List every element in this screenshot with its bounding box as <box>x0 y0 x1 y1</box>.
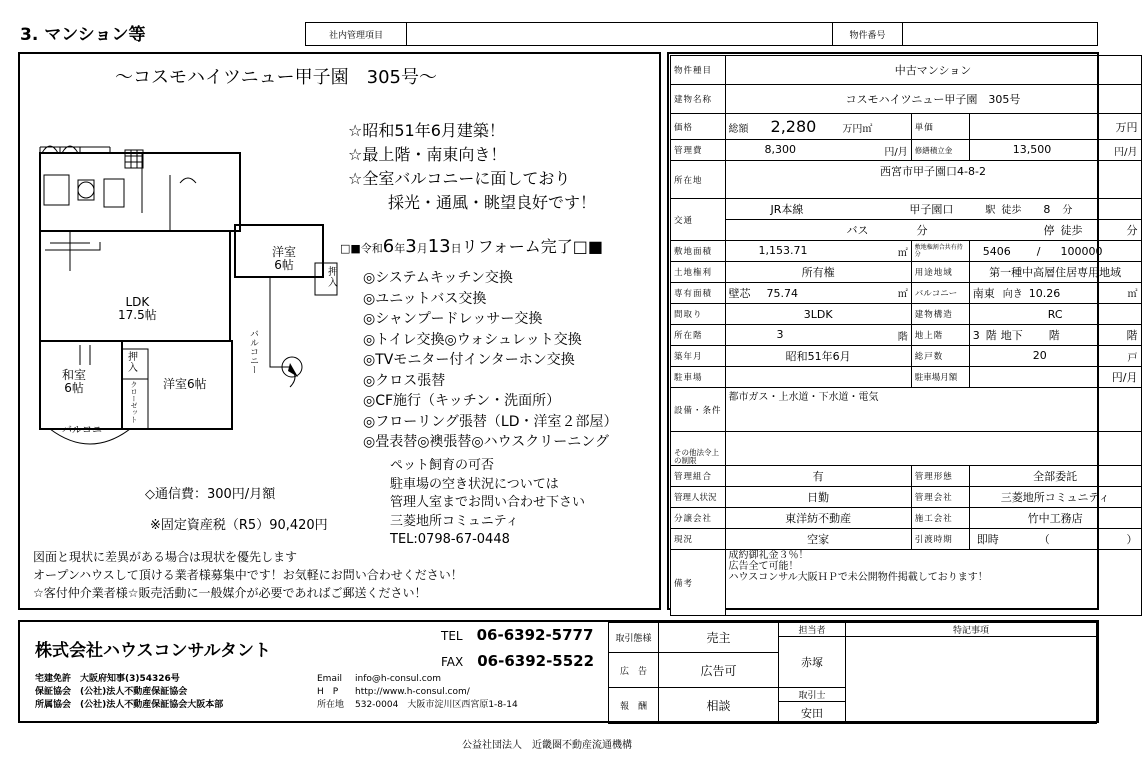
disclaimer-line: 図面と現状に差異がある場合は現状を優先します <box>33 550 298 564</box>
unit-price: 万円 <box>969 114 1141 140</box>
built-label: 築年月 <box>671 346 726 367</box>
highlight-3: ☆全室バルコニーに面しており <box>348 169 571 188</box>
property-title: ～コスモハイツニュー甲子園 305号～ <box>115 67 437 88</box>
reform-item: ◎クロス張替 <box>363 372 446 389</box>
share-label: 敷地権割合共有持分 <box>911 241 969 262</box>
note-line: ペット飼育の可否 <box>390 458 495 473</box>
fee-label: 報 酬 <box>609 688 659 724</box>
special-value <box>846 637 1097 724</box>
org-name: 公益社団法人 近畿圏不動産流通機構 <box>462 740 632 751</box>
pull-label: 取引士 <box>779 688 846 702</box>
reform-item: ◎フローリング張替（LD・洋室２部屋） <box>363 413 618 430</box>
disclaimer-line: オープンハウスして頂ける業者様募集中です！お気軽にお問い合わせください！ <box>33 568 463 582</box>
section-title: 3. マンション等 <box>20 25 146 45</box>
reform-item: ◎トイレ交換◎ウォシュレット交換 <box>363 331 582 348</box>
spec-table <box>670 55 1142 616</box>
transport-line2: バス 分 停 徒歩 分 <box>725 220 1141 241</box>
hp-link[interactable]: http://www.h-consul.com/ <box>355 687 470 697</box>
transport-line1: JR本線 甲子園口 駅 徒歩 8 分 <box>725 199 1141 220</box>
reform-item: ◎シャンプードレッサー交換 <box>363 311 543 327</box>
mgmt-fee-cell: 8,300 円/月 <box>725 140 911 161</box>
units-cell: 20 戸 <box>969 346 1141 367</box>
parking <box>725 367 911 388</box>
oshiire-1: 押入 <box>328 267 338 289</box>
floor-label: 所在階 <box>671 325 726 346</box>
reform-item: ◎ユニットバス交換 <box>363 290 487 307</box>
balcony-label: バルコニー <box>911 283 969 304</box>
land-cell: 1,153.71 ㎡ <box>725 241 911 262</box>
reform-list <box>363 268 618 453</box>
property-type: 中古マンション <box>725 56 1141 85</box>
seller: 東洋紡不動産 <box>725 508 911 529</box>
janitor: 日勤 <box>725 487 911 508</box>
parking-fee-label: 駐車場月額 <box>911 367 969 388</box>
assoc: 有 <box>725 466 911 487</box>
reform-item: ◎TVモニター付インターホン交換 <box>363 352 575 368</box>
email-link[interactable]: info@h-consul.com <box>355 674 441 684</box>
room-ldk: LDK 17.5帖 <box>118 295 157 322</box>
note-line: 駐車場の空き状況については <box>390 476 559 492</box>
mgmt-form: 全部委託 <box>969 466 1141 487</box>
staff-value: 赤塚 <box>779 637 846 688</box>
layout: 3LDK <box>725 304 911 325</box>
building-name: コスモハイツニュー甲子園 305号 <box>725 85 1141 114</box>
zoning-label: 用途地域 <box>911 262 969 283</box>
balcony-horizontal: バルコニー <box>62 425 112 436</box>
type-label: 物件種目 <box>671 56 726 85</box>
highlight-2: ☆最上階・南東向き！ <box>348 145 507 164</box>
structure-label: 建物構造 <box>911 304 969 325</box>
landright-label: 土地権利 <box>671 262 726 283</box>
note-line: TEL:0798-67-0448 <box>390 532 510 547</box>
landright: 所有権 <box>725 262 911 283</box>
note-line: 管理人室までお問い合わせ下さい <box>390 495 586 510</box>
prop-no-label: 物件番号 <box>833 23 903 46</box>
built: 昭和51年6月 <box>725 346 911 367</box>
handover-cell: 即時 （ ） <box>969 529 1141 550</box>
contact-block: Email info@h-consul.com H P http://www.h-consul.com/ 所在地 532-0004 大阪市淀川区西宮原1-8-14 <box>317 674 518 710</box>
license: 宅建免許 大阪府知事(3)54326号 <box>35 674 180 684</box>
name-label: 建物名称 <box>671 85 726 114</box>
unit-price-label: 単価 <box>911 114 969 140</box>
remarks: 成約御礼金３％！ 広告全て可能！ ハウスコンサル大阪ＨＰで未公開物件掲載しております！ <box>725 550 1141 616</box>
deal-value: 売主 <box>659 623 779 653</box>
mgmt-fee-label: 管理費 <box>671 140 726 161</box>
floors-cell: 3 階 地下 階 階 <box>969 325 1141 346</box>
room-washitsu: 和室 6帖 <box>62 368 87 395</box>
notes-block <box>390 457 585 550</box>
mgmt-co-label: 管理会社 <box>911 487 969 508</box>
units-label: 総戸数 <box>911 346 969 367</box>
special-label: 特記事項 <box>846 623 1097 637</box>
facility-label: 設備・条件 <box>671 388 726 432</box>
mgmt-co: 三菱地所コミュニティ <box>969 487 1141 508</box>
legal-label: その他法令上の制限 <box>671 432 726 466</box>
area-label: 専有面積 <box>671 283 726 304</box>
assoc-2: 所属協会 (公社)法人不動産保証協会大阪本部 <box>35 700 224 710</box>
mgmt-form-label: 管理形態 <box>911 466 969 487</box>
reform-headline: □■令和6年3月13日リフォーム完了□■ <box>340 236 604 257</box>
tel: TEL 06-6392-5777 <box>441 626 594 644</box>
area-cell: 壁芯 75.74 ㎡ <box>725 283 911 304</box>
remarks-label: 備考 <box>671 550 726 616</box>
janitor-label: 管理人状況 <box>671 487 726 508</box>
pull-value: 安田 <box>779 702 846 724</box>
reform-item: ◎システムキッチン交換 <box>363 270 513 286</box>
floor-cell: 3 階 <box>725 325 911 346</box>
zoning: 第一種中高層住居専用地域 <box>969 262 1141 283</box>
assoc-label: 管理組合 <box>671 466 726 487</box>
license-block <box>35 673 223 712</box>
disclaimers <box>33 548 463 602</box>
builder-label: 施工会社 <box>911 508 969 529</box>
addr-label: 所在地 <box>671 161 726 199</box>
balcony-cell: 南東 向き 10.26 ㎡ <box>969 283 1141 304</box>
fax: FAX 06-6392-5522 <box>441 652 595 670</box>
deal-table <box>608 622 1097 724</box>
balcony-vertical: バルコニー <box>248 329 258 374</box>
repair-label: 修繕積立金 <box>911 140 969 161</box>
deal-label: 取引態様 <box>609 623 659 653</box>
share-cell: 5406 / 100000 <box>969 241 1141 262</box>
parking-label: 駐車場 <box>671 367 726 388</box>
comm-fee: ◇通信費：300円/月額 <box>145 487 276 502</box>
room-yoshitsu-bottom: 洋室6帖 <box>163 377 207 391</box>
property-tax: ※固定資産税（R5）90,420円 <box>150 518 328 533</box>
fee-value: 相談 <box>659 688 779 724</box>
legal <box>725 432 1141 466</box>
note-line: 三菱地所コミュニティ <box>390 513 519 529</box>
room-yoshitsu-top: 洋室 6帖 <box>272 245 297 272</box>
highlight-4: 採光・通風・眺望良好です！ <box>388 193 597 212</box>
oshiire-2: 押入 <box>128 352 138 374</box>
mgmt-label: 社内管理項目 <box>306 23 407 46</box>
transport-label: 交通 <box>671 199 726 241</box>
repair-fee-cell: 13,500 円/月 <box>969 140 1141 161</box>
company-name: 株式会社ハウスコンサルタント <box>35 641 271 661</box>
mgmt-header-table <box>305 22 1098 46</box>
land-label: 敷地面積 <box>671 241 726 262</box>
status-label: 現況 <box>671 529 726 550</box>
disclaimer-line: ☆客付仲介業者様☆販売活動に一般媒介が必要であればご郵送ください！ <box>33 586 427 600</box>
mgmt-value <box>407 23 833 46</box>
status: 空家 <box>725 529 911 550</box>
staff-label: 担当者 <box>779 623 846 637</box>
floors-label: 地上階 <box>911 325 969 346</box>
seller-label: 分譲会社 <box>671 508 726 529</box>
ad-label: 広 告 <box>609 653 659 688</box>
highlight-1: ☆昭和51年6月建築！ <box>348 121 505 140</box>
facility: 都市ガス・上水道・下水道・電気 <box>725 388 1141 432</box>
ad-value: 広告可 <box>659 653 779 688</box>
price-label: 価格 <box>671 114 726 140</box>
address: 西宮市甲子園口4-8-2 <box>725 161 1141 199</box>
assoc-1: 保証協会 (公社)法人不動産保証協会 <box>35 687 188 697</box>
layout-label: 間取り <box>671 304 726 325</box>
reform-item: ◎畳表替◎襖張替◎ハウスクリーニング <box>363 434 609 450</box>
builder: 竹中工務店 <box>969 508 1141 529</box>
prop-no-value <box>903 23 1098 46</box>
price-cell: 総額 2,280 万円㎡ <box>725 114 911 140</box>
handover-label: 引渡時期 <box>911 529 969 550</box>
parking-fee: 円/月 <box>969 367 1141 388</box>
structure: RC <box>969 304 1141 325</box>
reform-item: ◎CF施行（キッチン・洗面所） <box>363 393 561 409</box>
closet: クローゼット <box>130 381 138 423</box>
